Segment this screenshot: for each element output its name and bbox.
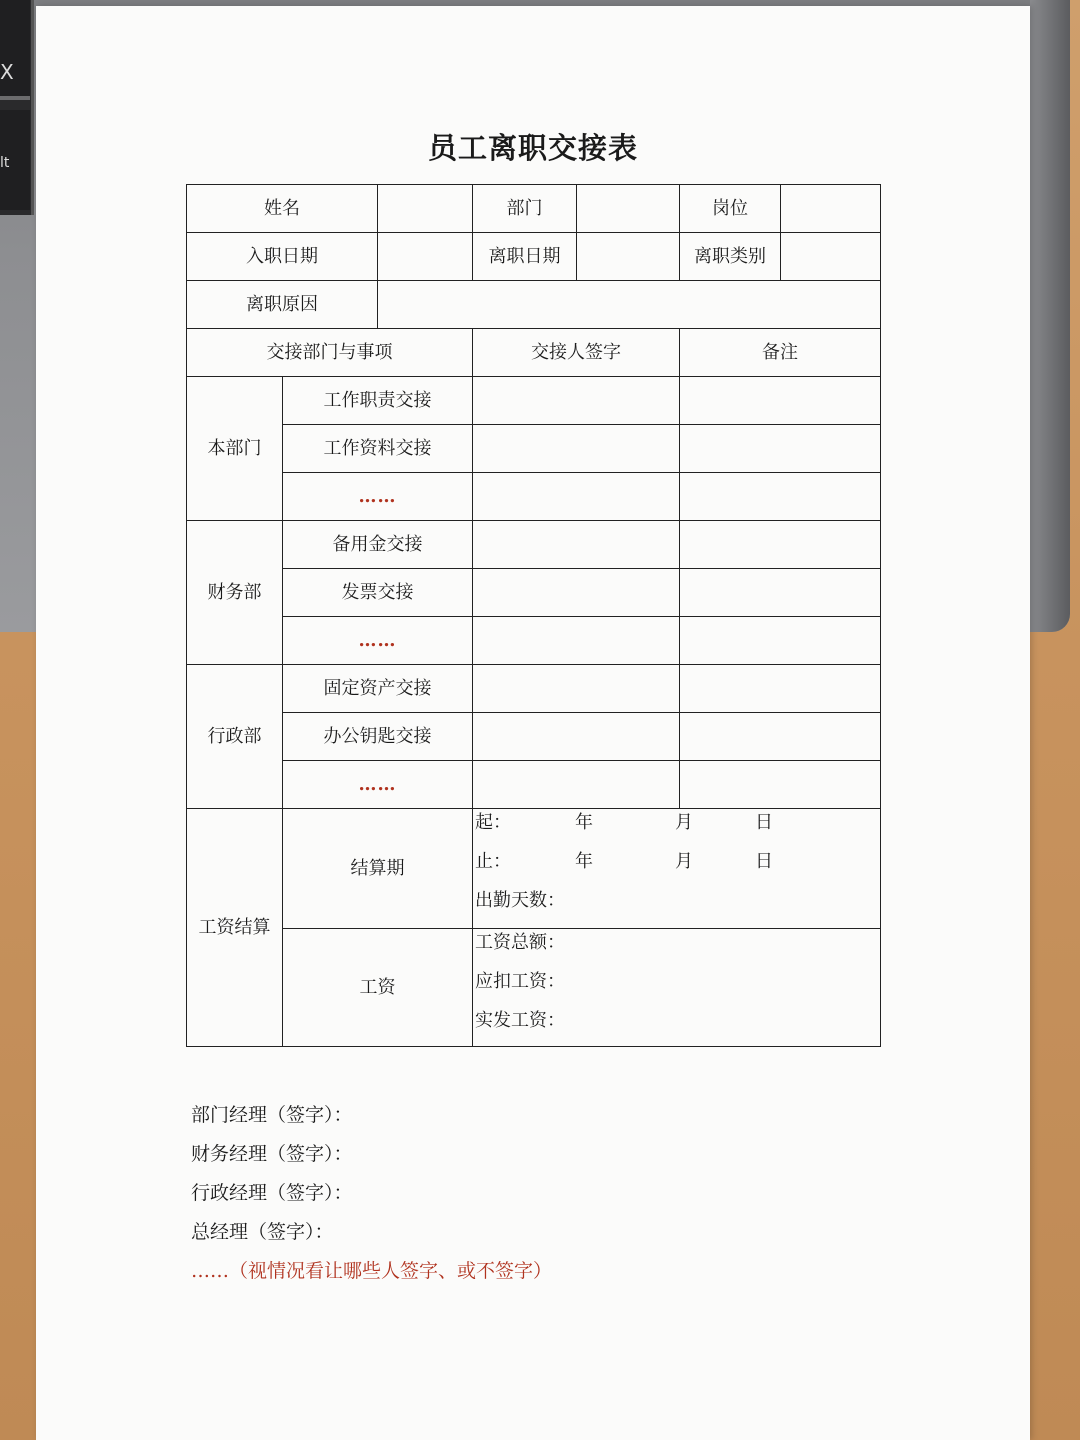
wage-total-line: 工资总额： xyxy=(475,932,565,953)
attendance-line: 出勤天数： xyxy=(475,890,565,911)
finance-manager-signature[interactable]: 财务经理（签字）： xyxy=(191,1143,353,1165)
post-label: 岗位 xyxy=(680,185,781,233)
admin-manager-signature[interactable]: 行政经理（签字）： xyxy=(191,1182,353,1204)
group-finance: 财务部 xyxy=(187,521,283,665)
period-start-line xyxy=(473,809,880,848)
post-field[interactable] xyxy=(781,185,881,233)
signature-block xyxy=(191,1096,552,1291)
signer-cell[interactable] xyxy=(473,665,680,713)
name-label: 姓名 xyxy=(187,185,378,233)
table-row xyxy=(187,521,881,569)
start-label: 起： xyxy=(475,812,511,833)
item-invoice: 发票交接 xyxy=(283,569,473,617)
leave-type-field[interactable] xyxy=(781,233,881,281)
day-label: 日 xyxy=(755,812,773,833)
table-row xyxy=(187,233,881,281)
name-field[interactable] xyxy=(378,185,473,233)
leave-reason-label: 离职原因 xyxy=(187,281,378,329)
year-label: 年 xyxy=(575,812,593,833)
year-label: 年 xyxy=(575,851,593,872)
month-label: 月 xyxy=(675,851,693,872)
dept-field[interactable] xyxy=(577,185,680,233)
laptop-edge xyxy=(1030,0,1070,632)
dept-label: 部门 xyxy=(473,185,577,233)
remark-cell[interactable] xyxy=(680,569,881,617)
table-row xyxy=(187,569,881,617)
leave-date-field[interactable] xyxy=(577,233,680,281)
signer-cell[interactable] xyxy=(473,761,680,809)
wage-actual-line: 实发工资： xyxy=(475,1010,565,1031)
dept-manager-signature[interactable]: 部门经理（签字）： xyxy=(191,1104,353,1126)
table-row xyxy=(187,281,881,329)
table-row xyxy=(187,761,881,809)
month-label: 月 xyxy=(675,812,693,833)
settlement-period-cell[interactable] xyxy=(473,809,881,929)
remark-cell[interactable] xyxy=(680,713,881,761)
table-row xyxy=(187,665,881,713)
item-petty-cash: 备用金交接 xyxy=(283,521,473,569)
remark-cell[interactable] xyxy=(680,665,881,713)
table-row xyxy=(187,185,881,233)
group-salary: 工资结算 xyxy=(187,809,283,1047)
signer-cell[interactable] xyxy=(473,473,680,521)
signer-cell[interactable] xyxy=(473,617,680,665)
table-row xyxy=(187,425,881,473)
settlement-period-label: 结算期 xyxy=(283,809,473,929)
header-signer: 交接人签字 xyxy=(473,329,680,377)
table-row xyxy=(187,473,881,521)
general-manager-signature[interactable]: 总经理（签字）： xyxy=(191,1221,334,1243)
entry-date-field[interactable] xyxy=(378,233,473,281)
item-duty-handover: 工作职责交接 xyxy=(283,377,473,425)
table-row xyxy=(187,617,881,665)
paper-sheet xyxy=(36,6,1030,1440)
leave-date-label: 离职日期 xyxy=(473,233,577,281)
signer-cell[interactable] xyxy=(473,521,680,569)
table-row xyxy=(187,377,881,425)
keyboard-key: lt xyxy=(0,110,30,210)
ellipsis-mark: …… xyxy=(283,761,473,809)
wage-cell[interactable] xyxy=(473,929,881,1047)
table-row xyxy=(187,809,881,929)
period-end-line xyxy=(473,848,880,887)
leave-type-label: 离职类别 xyxy=(680,233,781,281)
leave-reason-field[interactable] xyxy=(378,281,881,329)
table-row xyxy=(187,929,881,1047)
group-admin: 行政部 xyxy=(187,665,283,809)
signer-cell[interactable] xyxy=(473,713,680,761)
ellipsis-mark: …… xyxy=(283,617,473,665)
remark-cell[interactable] xyxy=(680,617,881,665)
form-title: 员工离职交接表 xyxy=(427,131,638,165)
header-items: 交接部门与事项 xyxy=(187,329,473,377)
table-header-row xyxy=(187,329,881,377)
item-office-keys: 办公钥匙交接 xyxy=(283,713,473,761)
signer-cell[interactable] xyxy=(473,569,680,617)
remark-cell[interactable] xyxy=(680,521,881,569)
wage-label: 工资 xyxy=(283,929,473,1047)
end-label: 止： xyxy=(475,851,511,872)
remark-cell[interactable] xyxy=(680,377,881,425)
keyboard-key: X xyxy=(0,0,30,100)
remark-cell[interactable] xyxy=(680,761,881,809)
header-remark: 备注 xyxy=(680,329,881,377)
wage-deduct-line: 应扣工资： xyxy=(475,971,565,992)
signature-note: ……（视情况看让哪些人签字、或不签字） xyxy=(191,1260,553,1282)
signer-cell[interactable] xyxy=(473,377,680,425)
group-own-dept: 本部门 xyxy=(187,377,283,521)
remark-cell[interactable] xyxy=(680,425,881,473)
day-label: 日 xyxy=(755,851,773,872)
handover-table xyxy=(186,184,881,1047)
remark-cell[interactable] xyxy=(680,473,881,521)
table-row xyxy=(187,713,881,761)
item-docs-handover: 工作资料交接 xyxy=(283,425,473,473)
ellipsis-mark: …… xyxy=(283,473,473,521)
signer-cell[interactable] xyxy=(473,425,680,473)
entry-date-label: 入职日期 xyxy=(187,233,378,281)
keyboard-edge xyxy=(0,0,34,215)
item-fixed-assets: 固定资产交接 xyxy=(283,665,473,713)
